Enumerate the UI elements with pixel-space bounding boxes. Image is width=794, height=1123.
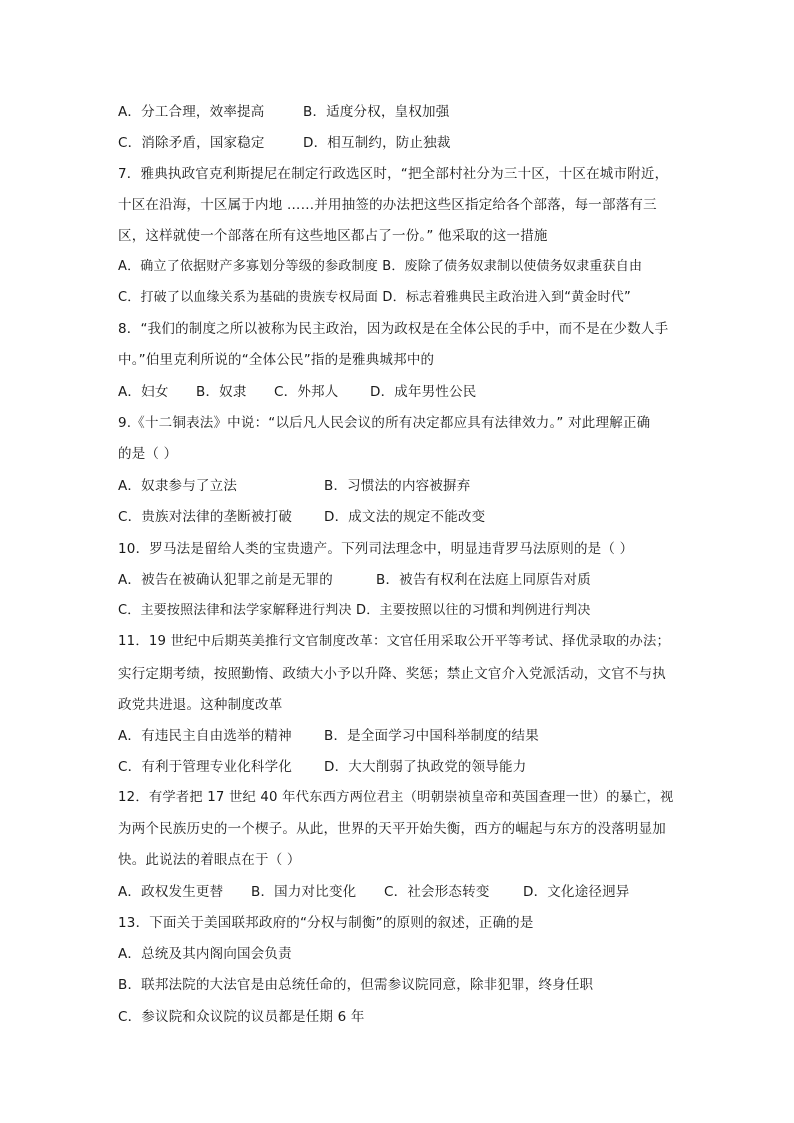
q9-option-a[interactable]: A．奴隶参与了立法 xyxy=(118,478,238,494)
q7-stem-line3: 区，这样就使一个部落在所有这些地区都占了一份。” 他采取的这一措施 xyxy=(118,228,548,244)
q12-stem-line3: 快。此说法的着眼点在于（ ） xyxy=(118,852,301,868)
q7-options-ab[interactable]: A．确立了依据财产多寡划分等级的参政制度 B．废除了债务奴隶制以使债务奴隶重获自由 xyxy=(118,259,643,274)
q8-option-c[interactable]: C．外邦人 xyxy=(274,384,339,400)
q12-option-b[interactable]: B．国力对比变化 xyxy=(251,884,357,900)
q7-stem-line1: 7．雅典执政官克利斯提尼在制定行政选区时，“把全部村社分为三十区，十区在城市附近， xyxy=(118,166,669,182)
q9-stem-line2: 的是（ ） xyxy=(118,446,178,462)
q8-option-b[interactable]: B．奴隶 xyxy=(196,384,247,400)
q12-option-c[interactable]: C．社会形态转变 xyxy=(384,884,490,900)
q6-option-c[interactable]: C．消除矛盾，国家稳定 xyxy=(118,135,265,151)
q11-option-b[interactable]: B．是全面学习中国科举制度的结果 xyxy=(324,728,539,744)
q13-option-a[interactable]: A．总统及其内阁向国会负责 xyxy=(118,946,292,962)
q6-option-b[interactable]: B．适度分权，皇权加强 xyxy=(303,104,450,120)
q8-stem-line2: 中。”伯里克利所说的“全体公民”指的是雅典城邦中的 xyxy=(118,352,435,368)
q8-option-d[interactable]: D．成年男性公民 xyxy=(370,384,477,400)
q10-option-b[interactable]: B．被告有权利在法庭上同原告对质 xyxy=(376,572,591,588)
q10-option-a[interactable]: A．被告在被确认犯罪之前是无罪的 xyxy=(118,572,333,588)
q13-option-b[interactable]: B．联邦法院的大法官是由总统任命的，但需参议院同意，除非犯罪，终身任职 xyxy=(118,977,594,993)
q13-stem-line1: 13．下面关于美国联邦政府的“分权与制衡”的原则的叙述，正确的是 xyxy=(118,915,534,931)
q8-stem-line1: 8．“我们的制度之所以被称为民主政治，因为政权是在全体公民的手中，而不是在少数人手 xyxy=(118,321,669,337)
q9-stem-line1: 9.《十二铜表法》中说：“以后凡人民会议的所有决定都应具有法律效力。” 对此理解正确 xyxy=(118,415,651,431)
q11-stem-line3: 政党共进退。这种制度改革 xyxy=(118,697,283,713)
q11-option-d[interactable]: D．大大削弱了执政党的领导能力 xyxy=(324,759,527,775)
q11-option-a[interactable]: A．有违民主自由选举的精神 xyxy=(118,728,292,744)
q6-option-a[interactable]: A．分工合理，效率提高 xyxy=(118,104,265,120)
q10-stem-line1: 10．罗马法是留给人类的宝贵遗产。下列司法理念中，明显违背罗马法原则的是（ ） xyxy=(118,541,634,557)
q7-options-cd[interactable]: C．打破了以血缘关系为基础的贵族专权局面 D．标志着雅典民主政治进入到“黄金时代” xyxy=(118,290,631,305)
q9-option-b[interactable]: B．习惯法的内容被摒弃 xyxy=(324,478,471,494)
q12-stem-line2: 为两个民族历史的一个楔子。从此，世界的天平开始失衡，西方的崛起与东方的没落明显加 xyxy=(118,821,666,837)
q12-option-d[interactable]: D．文化途径迥异 xyxy=(523,884,630,900)
q12-option-a[interactable]: A．政权发生更替 xyxy=(118,884,224,900)
q8-option-a[interactable]: A．妇女 xyxy=(118,384,169,400)
q11-stem-line1: 11．19 世纪中后期英美推行文官制度改革：文官任用采取公开平等考试、择优录取的办法； xyxy=(118,634,670,649)
q9-option-c[interactable]: C．贵族对法律的垄断被打破 xyxy=(118,509,293,525)
q9-option-d[interactable]: D．成文法的规定不能改变 xyxy=(324,509,486,525)
q11-option-c[interactable]: C．有利于管理专业化科学化 xyxy=(118,759,293,775)
q12-stem-line1: 12．有学者把 17 世纪 40 年代东西方两位君主（明朝崇祯皇帝和英国查理一世）的暴亡，视 xyxy=(118,790,674,805)
q13-option-c[interactable]: C．参议院和众议院的议员都是任期 6 年 xyxy=(118,1009,365,1025)
q7-stem-line2: 十区在沿海，十区属于内地 ……并用抽签的办法把这些区指定给各个部落，每一部落有三 xyxy=(118,197,657,213)
q10-options-cd[interactable]: C．主要按照法律和法学家解释进行判决 D．主要按照以往的习惯和判例进行判决 xyxy=(118,603,591,618)
q6-option-d[interactable]: D．相互制约，防止独裁 xyxy=(303,135,451,151)
q11-stem-line2: 实行定期考绩，按照勤惰、政绩大小予以升降、奖惩；禁止文官介入党派活动，文官不与执 xyxy=(118,666,666,682)
